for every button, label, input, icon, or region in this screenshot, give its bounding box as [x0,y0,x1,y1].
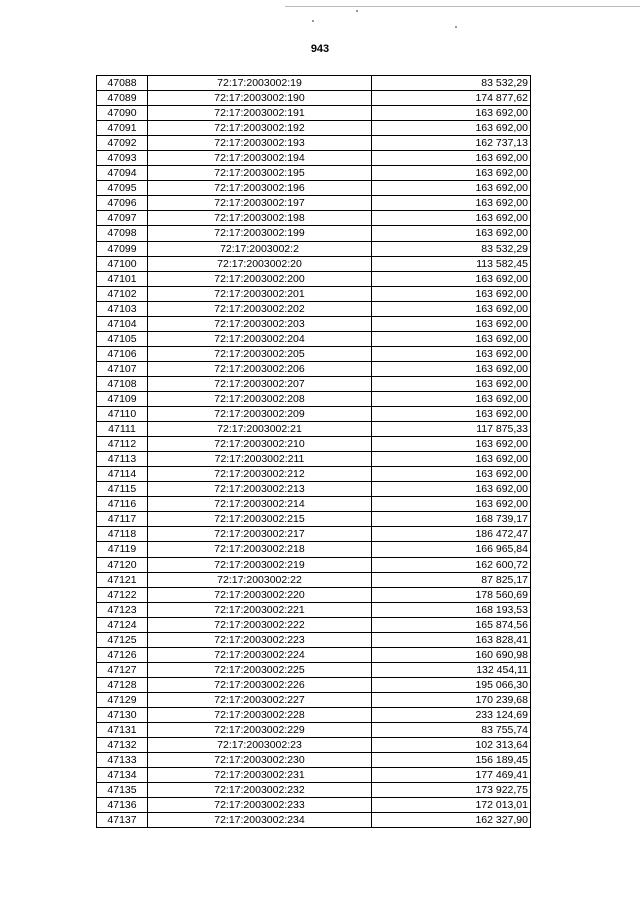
table-row [97,527,531,542]
table-row [97,692,531,707]
value-cell: 83 532,29 [372,76,531,91]
value-cell: 174 877,62 [372,91,531,106]
cadastral-number-cell: 72:17:2003002:219 [148,557,372,572]
value-cell: 156 189,45 [372,753,531,768]
row-number-cell: 47088 [97,76,148,91]
table-row [97,391,531,406]
row-number-cell: 47096 [97,196,148,211]
table-row [97,617,531,632]
table-row [97,196,531,211]
value-cell: 166 965,84 [372,542,531,557]
row-number-cell: 47120 [97,557,148,572]
value-cell: 113 582,45 [372,256,531,271]
cadastral-number-cell: 72:17:2003002:23 [148,738,372,753]
cadastral-number-cell: 72:17:2003002:2 [148,241,372,256]
scan-artifact-dot [455,26,457,28]
value-cell: 163 692,00 [372,301,531,316]
value-cell: 163 692,00 [372,497,531,512]
value-cell: 163 692,00 [372,407,531,422]
table-row [97,768,531,783]
table-row [97,587,531,602]
value-cell: 87 825,17 [372,572,531,587]
cadastral-number-cell: 72:17:2003002:206 [148,361,372,376]
row-number-cell: 47126 [97,647,148,662]
value-cell: 163 692,00 [372,211,531,226]
row-number-cell: 47122 [97,587,148,602]
row-number-cell: 47119 [97,542,148,557]
row-number-cell: 47130 [97,707,148,722]
cadastral-number-cell: 72:17:2003002:217 [148,527,372,542]
row-number-cell: 47132 [97,738,148,753]
table-row [97,271,531,286]
value-cell: 163 692,00 [372,482,531,497]
row-number-cell: 47094 [97,166,148,181]
value-cell: 83 755,74 [372,723,531,738]
table-row [97,738,531,753]
table-row [97,361,531,376]
table-row [97,662,531,677]
row-number-cell: 47102 [97,286,148,301]
value-cell: 163 692,00 [372,361,531,376]
value-cell: 163 692,00 [372,226,531,241]
table-row [97,677,531,692]
cadastral-number-cell: 72:17:2003002:203 [148,316,372,331]
value-cell: 162 327,90 [372,813,531,828]
row-number-cell: 47099 [97,241,148,256]
value-cell: 168 193,53 [372,602,531,617]
row-number-cell: 47114 [97,467,148,482]
cadastral-number-cell: 72:17:2003002:22 [148,572,372,587]
scan-artifact-line [285,6,640,7]
value-cell: 163 828,41 [372,632,531,647]
table-row [97,497,531,512]
value-cell: 163 692,00 [372,452,531,467]
table-row [97,316,531,331]
cadastral-number-cell: 72:17:2003002:194 [148,151,372,166]
row-number-cell: 47104 [97,316,148,331]
cadastral-number-cell: 72:17:2003002:218 [148,542,372,557]
table-row [97,211,531,226]
cadastral-number-cell: 72:17:2003002:225 [148,662,372,677]
scan-artifact-dot [356,10,358,12]
value-cell: 117 875,33 [372,422,531,437]
row-number-cell: 47105 [97,331,148,346]
row-number-cell: 47103 [97,301,148,316]
row-number-cell: 47089 [97,91,148,106]
cadastral-number-cell: 72:17:2003002:214 [148,497,372,512]
value-cell: 165 874,56 [372,617,531,632]
table-row [97,512,531,527]
value-cell: 162 737,13 [372,136,531,151]
table-row [97,422,531,437]
row-number-cell: 47108 [97,376,148,391]
cadastral-number-cell: 72:17:2003002:220 [148,587,372,602]
value-cell: 173 922,75 [372,783,531,798]
row-number-cell: 47129 [97,692,148,707]
row-number-cell: 47090 [97,106,148,121]
cadastral-number-cell: 72:17:2003002:195 [148,166,372,181]
cadastral-number-cell: 72:17:2003002:234 [148,813,372,828]
row-number-cell: 47118 [97,527,148,542]
row-number-cell: 47113 [97,452,148,467]
table-row [97,226,531,241]
cadastral-number-cell: 72:17:2003002:208 [148,391,372,406]
cadastral-number-cell: 72:17:2003002:196 [148,181,372,196]
row-number-cell: 47125 [97,632,148,647]
row-number-cell: 47112 [97,437,148,452]
row-number-cell: 47107 [97,361,148,376]
table-row [97,241,531,256]
cadastral-number-cell: 72:17:2003002:207 [148,376,372,391]
cadastral-number-cell: 72:17:2003002:222 [148,617,372,632]
cadastral-number-cell: 72:17:2003002:191 [148,106,372,121]
row-number-cell: 47131 [97,723,148,738]
table-row [97,632,531,647]
cadastral-number-cell: 72:17:2003002:229 [148,723,372,738]
cadastral-number-cell: 72:17:2003002:212 [148,467,372,482]
value-cell: 172 013,01 [372,798,531,813]
cadastral-number-cell: 72:17:2003002:224 [148,647,372,662]
table-row [97,407,531,422]
row-number-cell: 47128 [97,677,148,692]
row-number-cell: 47101 [97,271,148,286]
table-body [97,76,531,828]
row-number-cell: 47133 [97,753,148,768]
cadastral-number-cell: 72:17:2003002:198 [148,211,372,226]
value-cell: 163 692,00 [372,437,531,452]
value-cell: 163 692,00 [372,316,531,331]
table-row [97,256,531,271]
cadastral-number-cell: 72:17:2003002:190 [148,91,372,106]
table-row [97,753,531,768]
cadastral-number-cell: 72:17:2003002:233 [148,798,372,813]
cadastral-number-cell: 72:17:2003002:210 [148,437,372,452]
table-row [97,91,531,106]
row-number-cell: 47092 [97,136,148,151]
row-number-cell: 47106 [97,346,148,361]
row-number-cell: 47117 [97,512,148,527]
value-cell: 168 739,17 [372,512,531,527]
page-number: 943 [310,43,330,55]
row-number-cell: 47127 [97,662,148,677]
cadastral-number-cell: 72:17:2003002:232 [148,783,372,798]
row-number-cell: 47100 [97,256,148,271]
table-row [97,346,531,361]
table-row [97,647,531,662]
value-cell: 163 692,00 [372,181,531,196]
table-row [97,437,531,452]
table-row [97,376,531,391]
value-cell: 163 692,00 [372,271,531,286]
value-cell: 163 692,00 [372,346,531,361]
cadastral-number-cell: 72:17:2003002:192 [148,121,372,136]
row-number-cell: 47116 [97,497,148,512]
value-cell: 233 124,69 [372,707,531,722]
cadastral-number-cell: 72:17:2003002:193 [148,136,372,151]
row-number-cell: 47134 [97,768,148,783]
value-cell: 162 600,72 [372,557,531,572]
table-row [97,557,531,572]
table-row [97,798,531,813]
table-row [97,783,531,798]
row-number-cell: 47135 [97,783,148,798]
table-row [97,301,531,316]
table-row [97,76,531,91]
table-row [97,286,531,301]
table-row [97,482,531,497]
table-row [97,166,531,181]
value-cell: 163 692,00 [372,467,531,482]
cadastral-number-cell: 72:17:2003002:215 [148,512,372,527]
value-cell: 163 692,00 [372,151,531,166]
table-row [97,151,531,166]
scan-artifact-dot [312,20,314,22]
value-cell: 102 313,64 [372,738,531,753]
table-row [97,707,531,722]
value-cell: 163 692,00 [372,376,531,391]
row-number-cell: 47110 [97,407,148,422]
value-cell: 160 690,98 [372,647,531,662]
value-cell: 163 692,00 [372,286,531,301]
cadastral-number-cell: 72:17:2003002:204 [148,331,372,346]
row-number-cell: 47121 [97,572,148,587]
value-cell: 170 239,68 [372,692,531,707]
row-number-cell: 47109 [97,391,148,406]
table-row [97,467,531,482]
table-row [97,181,531,196]
table-row [97,106,531,121]
cadastral-number-cell: 72:17:2003002:201 [148,286,372,301]
cadastral-number-cell: 72:17:2003002:221 [148,602,372,617]
cadastral-number-cell: 72:17:2003002:211 [148,452,372,467]
value-cell: 163 692,00 [372,106,531,121]
value-cell: 178 560,69 [372,587,531,602]
table-row [97,572,531,587]
data-table [96,75,531,828]
cadastral-number-cell: 72:17:2003002:205 [148,346,372,361]
cadastral-number-cell: 72:17:2003002:19 [148,76,372,91]
row-number-cell: 47093 [97,151,148,166]
table-row [97,136,531,151]
value-cell: 83 532,29 [372,241,531,256]
value-cell: 163 692,00 [372,121,531,136]
cadastral-number-cell: 72:17:2003002:197 [148,196,372,211]
row-number-cell: 47097 [97,211,148,226]
cadastral-number-cell: 72:17:2003002:230 [148,753,372,768]
row-number-cell: 47091 [97,121,148,136]
value-cell: 163 692,00 [372,331,531,346]
row-number-cell: 47124 [97,617,148,632]
cadastral-number-cell: 72:17:2003002:200 [148,271,372,286]
value-cell: 163 692,00 [372,391,531,406]
row-number-cell: 47137 [97,813,148,828]
cadastral-number-cell: 72:17:2003002:199 [148,226,372,241]
cadastral-number-cell: 72:17:2003002:20 [148,256,372,271]
table-row [97,542,531,557]
cadastral-number-cell: 72:17:2003002:226 [148,677,372,692]
table-row [97,813,531,828]
cadastral-number-cell: 72:17:2003002:209 [148,407,372,422]
row-number-cell: 47098 [97,226,148,241]
value-cell: 132 454,11 [372,662,531,677]
value-cell: 186 472,47 [372,527,531,542]
value-cell: 163 692,00 [372,166,531,181]
table-row [97,121,531,136]
table-row [97,331,531,346]
cadastral-number-cell: 72:17:2003002:227 [148,692,372,707]
cadastral-number-cell: 72:17:2003002:231 [148,768,372,783]
cadastral-number-cell: 72:17:2003002:202 [148,301,372,316]
value-cell: 177 469,41 [372,768,531,783]
table-row [97,723,531,738]
cadastral-number-cell: 72:17:2003002:223 [148,632,372,647]
table-row [97,452,531,467]
row-number-cell: 47123 [97,602,148,617]
row-number-cell: 47095 [97,181,148,196]
value-cell: 163 692,00 [372,196,531,211]
cadastral-number-cell: 72:17:2003002:213 [148,482,372,497]
cadastral-number-cell: 72:17:2003002:228 [148,707,372,722]
value-cell: 195 066,30 [372,677,531,692]
row-number-cell: 47136 [97,798,148,813]
row-number-cell: 47115 [97,482,148,497]
row-number-cell: 47111 [97,422,148,437]
table-row [97,602,531,617]
cadastral-number-cell: 72:17:2003002:21 [148,422,372,437]
